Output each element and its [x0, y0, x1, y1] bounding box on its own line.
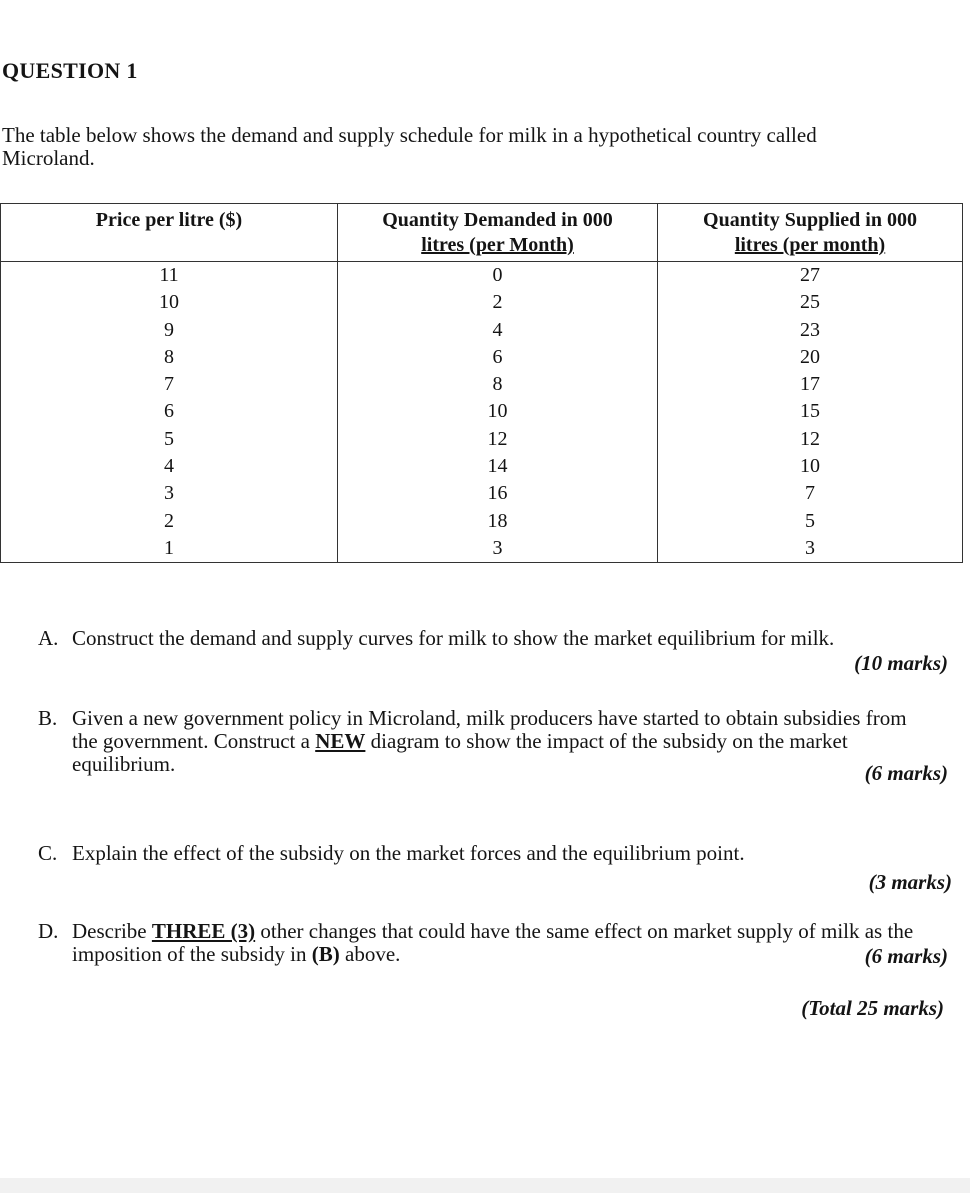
demanded-cell: 10 [338, 398, 658, 425]
supplied-cell: 10 [658, 453, 963, 480]
demanded-cell: 14 [338, 453, 658, 480]
supplied-cell: 17 [658, 371, 963, 398]
supplied-cell: 3 [658, 535, 963, 563]
header-line: Quantity Demanded in 000 [382, 209, 613, 231]
header-quantity-supplied [658, 204, 963, 262]
demanded-cell: 0 [338, 262, 658, 290]
question-label: B. [38, 706, 58, 730]
price-cell: 10 [1, 289, 338, 316]
demanded-cell: 12 [338, 426, 658, 453]
demanded-cell: 3 [338, 535, 658, 563]
question-label: A. [38, 626, 59, 650]
supplied-cell: 5 [658, 508, 963, 535]
question-d [38, 920, 948, 966]
question-text: Explain the effect of the subsidy on the market forces and the equilibrium point. [72, 841, 745, 865]
price-cell: 5 [1, 426, 338, 453]
question-text: Construct the demand and supply curves for milk to show the market equilibrium for milk. [72, 626, 835, 650]
marks-label: (10 marks) [854, 651, 948, 675]
question-b [38, 706, 948, 785]
supplied-cell: 23 [658, 317, 963, 344]
marks-label: (3 marks) [868, 870, 952, 894]
table-row [1, 371, 963, 398]
intro-text: The table below shows the demand and supply schedule for milk in a hypothetical country called Microland. [2, 123, 817, 170]
table-row [1, 453, 963, 480]
question-text-part: Given a new government policy in Microland, milk producers have started to obtain subsidies from the government. Construct a [72, 706, 907, 753]
header-line: Price per litre ($) [95, 209, 243, 231]
header-price [1, 204, 338, 262]
demanded-cell: 6 [338, 344, 658, 371]
question-text [72, 920, 942, 966]
page-bottom-band [0, 1178, 970, 1193]
price-cell: 4 [1, 453, 338, 480]
supplied-cell: 27 [658, 262, 963, 290]
price-cell: 3 [1, 480, 338, 507]
price-cell: 9 [1, 317, 338, 344]
supplied-cell: 25 [658, 289, 963, 316]
question-label: C. [38, 841, 58, 865]
price-cell: 1 [1, 535, 338, 563]
demanded-cell: 4 [338, 317, 658, 344]
header-line: litres (per month) [734, 234, 886, 256]
question-text-part: other changes that could have the same effect on market supply of milk as the imposition of the subsidy in [72, 919, 914, 966]
demanded-cell: 18 [338, 508, 658, 535]
question-a [38, 626, 948, 675]
table-header-row [1, 204, 963, 262]
table-row [1, 535, 963, 563]
marks-label: (6 marks) [864, 944, 948, 968]
question-c [38, 841, 952, 894]
demanded-cell: 2 [338, 289, 658, 316]
supplied-cell: 7 [658, 480, 963, 507]
table-row [1, 317, 963, 344]
table-row [1, 289, 963, 316]
supplied-cell: 12 [658, 426, 963, 453]
emphasis-three: THREE (3) [151, 919, 256, 943]
table-row [1, 480, 963, 507]
emphasis-new: NEW [315, 729, 366, 753]
supplied-cell: 15 [658, 398, 963, 425]
table-row [1, 426, 963, 453]
price-cell: 6 [1, 398, 338, 425]
question-heading: QUESTION 1 [2, 58, 138, 83]
header-line: Quantity Supplied in 000 [703, 209, 917, 231]
question-text-part: diagram to show the impact of the subsidy on the market equilibrium. [72, 729, 848, 776]
demanded-cell: 16 [338, 480, 658, 507]
question-text-part: Describe [72, 919, 152, 943]
table-row [1, 344, 963, 371]
question-text [72, 707, 912, 776]
table-row [1, 398, 963, 425]
marks-label: (6 marks) [864, 761, 948, 785]
price-cell: 8 [1, 344, 338, 371]
question-text-part: above. [339, 942, 401, 966]
reference-b: (B) [311, 942, 340, 966]
question-label: D. [38, 919, 59, 943]
header-line: litres (per Month) [421, 234, 574, 256]
demand-supply-table [0, 203, 963, 563]
demanded-cell: 8 [338, 371, 658, 398]
header-quantity-demanded [338, 204, 658, 262]
table-row [1, 508, 963, 535]
table-row [1, 262, 963, 290]
supplied-cell: 20 [658, 344, 963, 371]
price-cell: 2 [1, 508, 338, 535]
price-cell: 7 [1, 371, 338, 398]
total-marks: (Total 25 marks) [801, 996, 944, 1020]
price-cell: 11 [1, 262, 338, 290]
